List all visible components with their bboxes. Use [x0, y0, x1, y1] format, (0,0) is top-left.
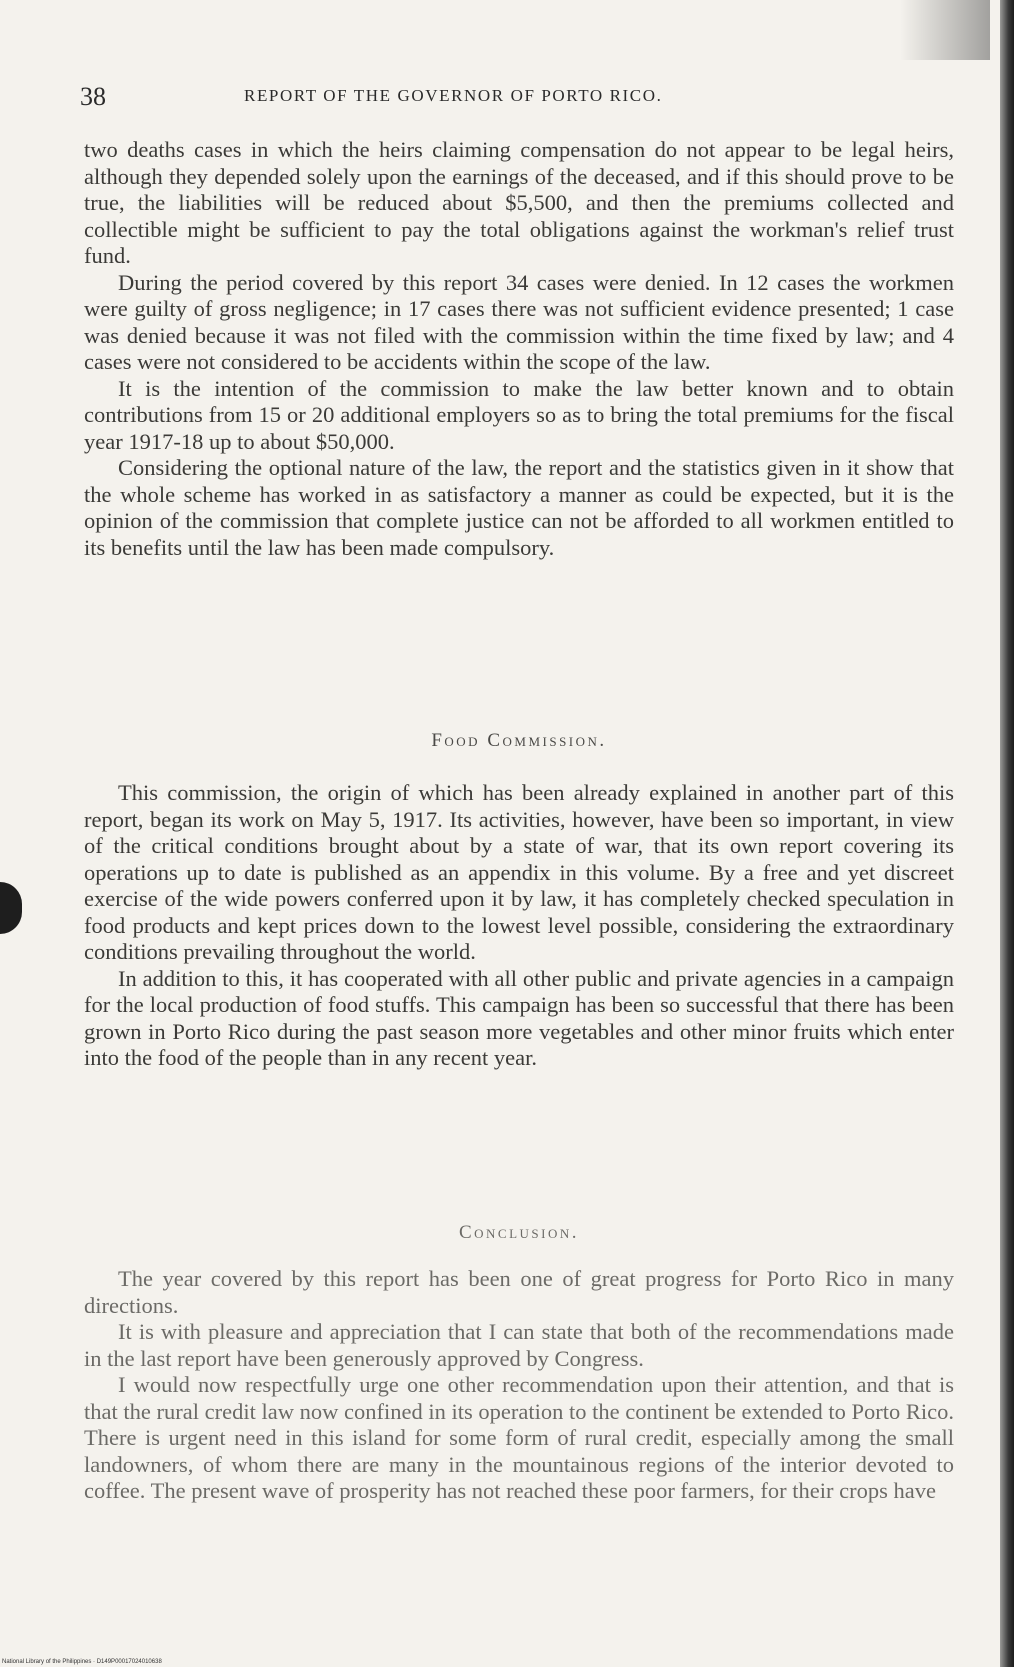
workmens-relief-section: [84, 137, 954, 561]
paragraph: Considering the optional nature of the law, the report and the statistics given in it show that the whole scheme has worked in as satisfactory a manner as could be expected, but it is the opinion of the commission that complete justice can not be afforded to all workmen entitled to its benefits until the law has been made compulsory.: [84, 455, 954, 560]
binding-hole-mark: [0, 882, 22, 934]
conclusion-section: [84, 1266, 954, 1505]
food-commission-section: [84, 780, 954, 1072]
scan-page-edge: [1000, 0, 1014, 1667]
paragraph: During the period covered by this report 34 cases were denied. In 12 cases the workmen were guilty of gross negligence; in 17 cases there was not sufficient evidence presented; 1 case was denied because it was not filed with the commission within the time fixed by law; and 4 cases were not considered to be accidents within the scope of the law.: [84, 269, 954, 374]
page-number: 38: [80, 82, 106, 111]
paragraph: It is the intention of the commission to make the law better known and to obtain contributions from 15 or 20 additional employers so as to bring the total premiums for the fiscal year 1917-18 up to about $50,000.: [84, 375, 954, 454]
page-header: [80, 80, 960, 116]
scan-footer: National Library of the Philippines · D149P00017024010638: [2, 1659, 162, 1665]
paragraph: The year covered by this report has been one of great progress for Porto Rico in many directions.: [84, 1266, 954, 1318]
paragraph: two deaths cases in which the heirs claiming compensation do not appear to be legal heirs, although they depended solely upon the earnings of the deceased, and if this should prove to be true, the liabilities will be reduced about $5,500, and then the premiums collected and collectible might be sufficient to pay the total obligations against the workman's relief trust fund.: [84, 137, 954, 268]
page-shadow: [900, 0, 990, 60]
paragraph: It is with pleasure and appreciation that I can state that both of the recommendations made in the last report have been generously approved by Congress.: [84, 1319, 954, 1371]
section-heading-food-commission: Food Commission.: [431, 730, 607, 751]
running-head: REPORT OF THE GOVERNOR OF PORTO RICO.: [244, 86, 663, 105]
paragraph: In addition to this, it has cooperated with all other public and private agencies in a campaign for the local production of food stuffs. This campaign has been so successful that there has been grown in Porto Rico during the past season more vegetables and other minor fruits which enter into the food of the people than in any recent year.: [84, 965, 954, 1070]
paragraph: I would now respectfully urge one other recommendation upon their attention, and that is that the rural credit law now confined in its operation to the continent be extended to Porto Rico. There is urgent need in this island for some form of rural credit, especially among the small landowners, of whom there are many in the mountainous regions of the interior devoted to coffee. The present wave of prosperity has not reached these poor farmers, for their crops have: [84, 1372, 954, 1503]
section-heading-conclusion: Conclusion.: [458, 1222, 580, 1243]
paragraph: This commission, the origin of which has been already explained in another part of this report, began its work on May 5, 1917. Its activities, however, have been so important, in view of the critical conditions brought about by a state of war, that its own report covering its operations up to date is published as an appendix in this volume. By a free and yet discreet exercise of the wide powers conferred upon it by law, it has completely checked speculation in food products and kept prices down to the lowest level possible, considering the extraordinary conditions prevailing throughout the world.: [84, 780, 954, 964]
